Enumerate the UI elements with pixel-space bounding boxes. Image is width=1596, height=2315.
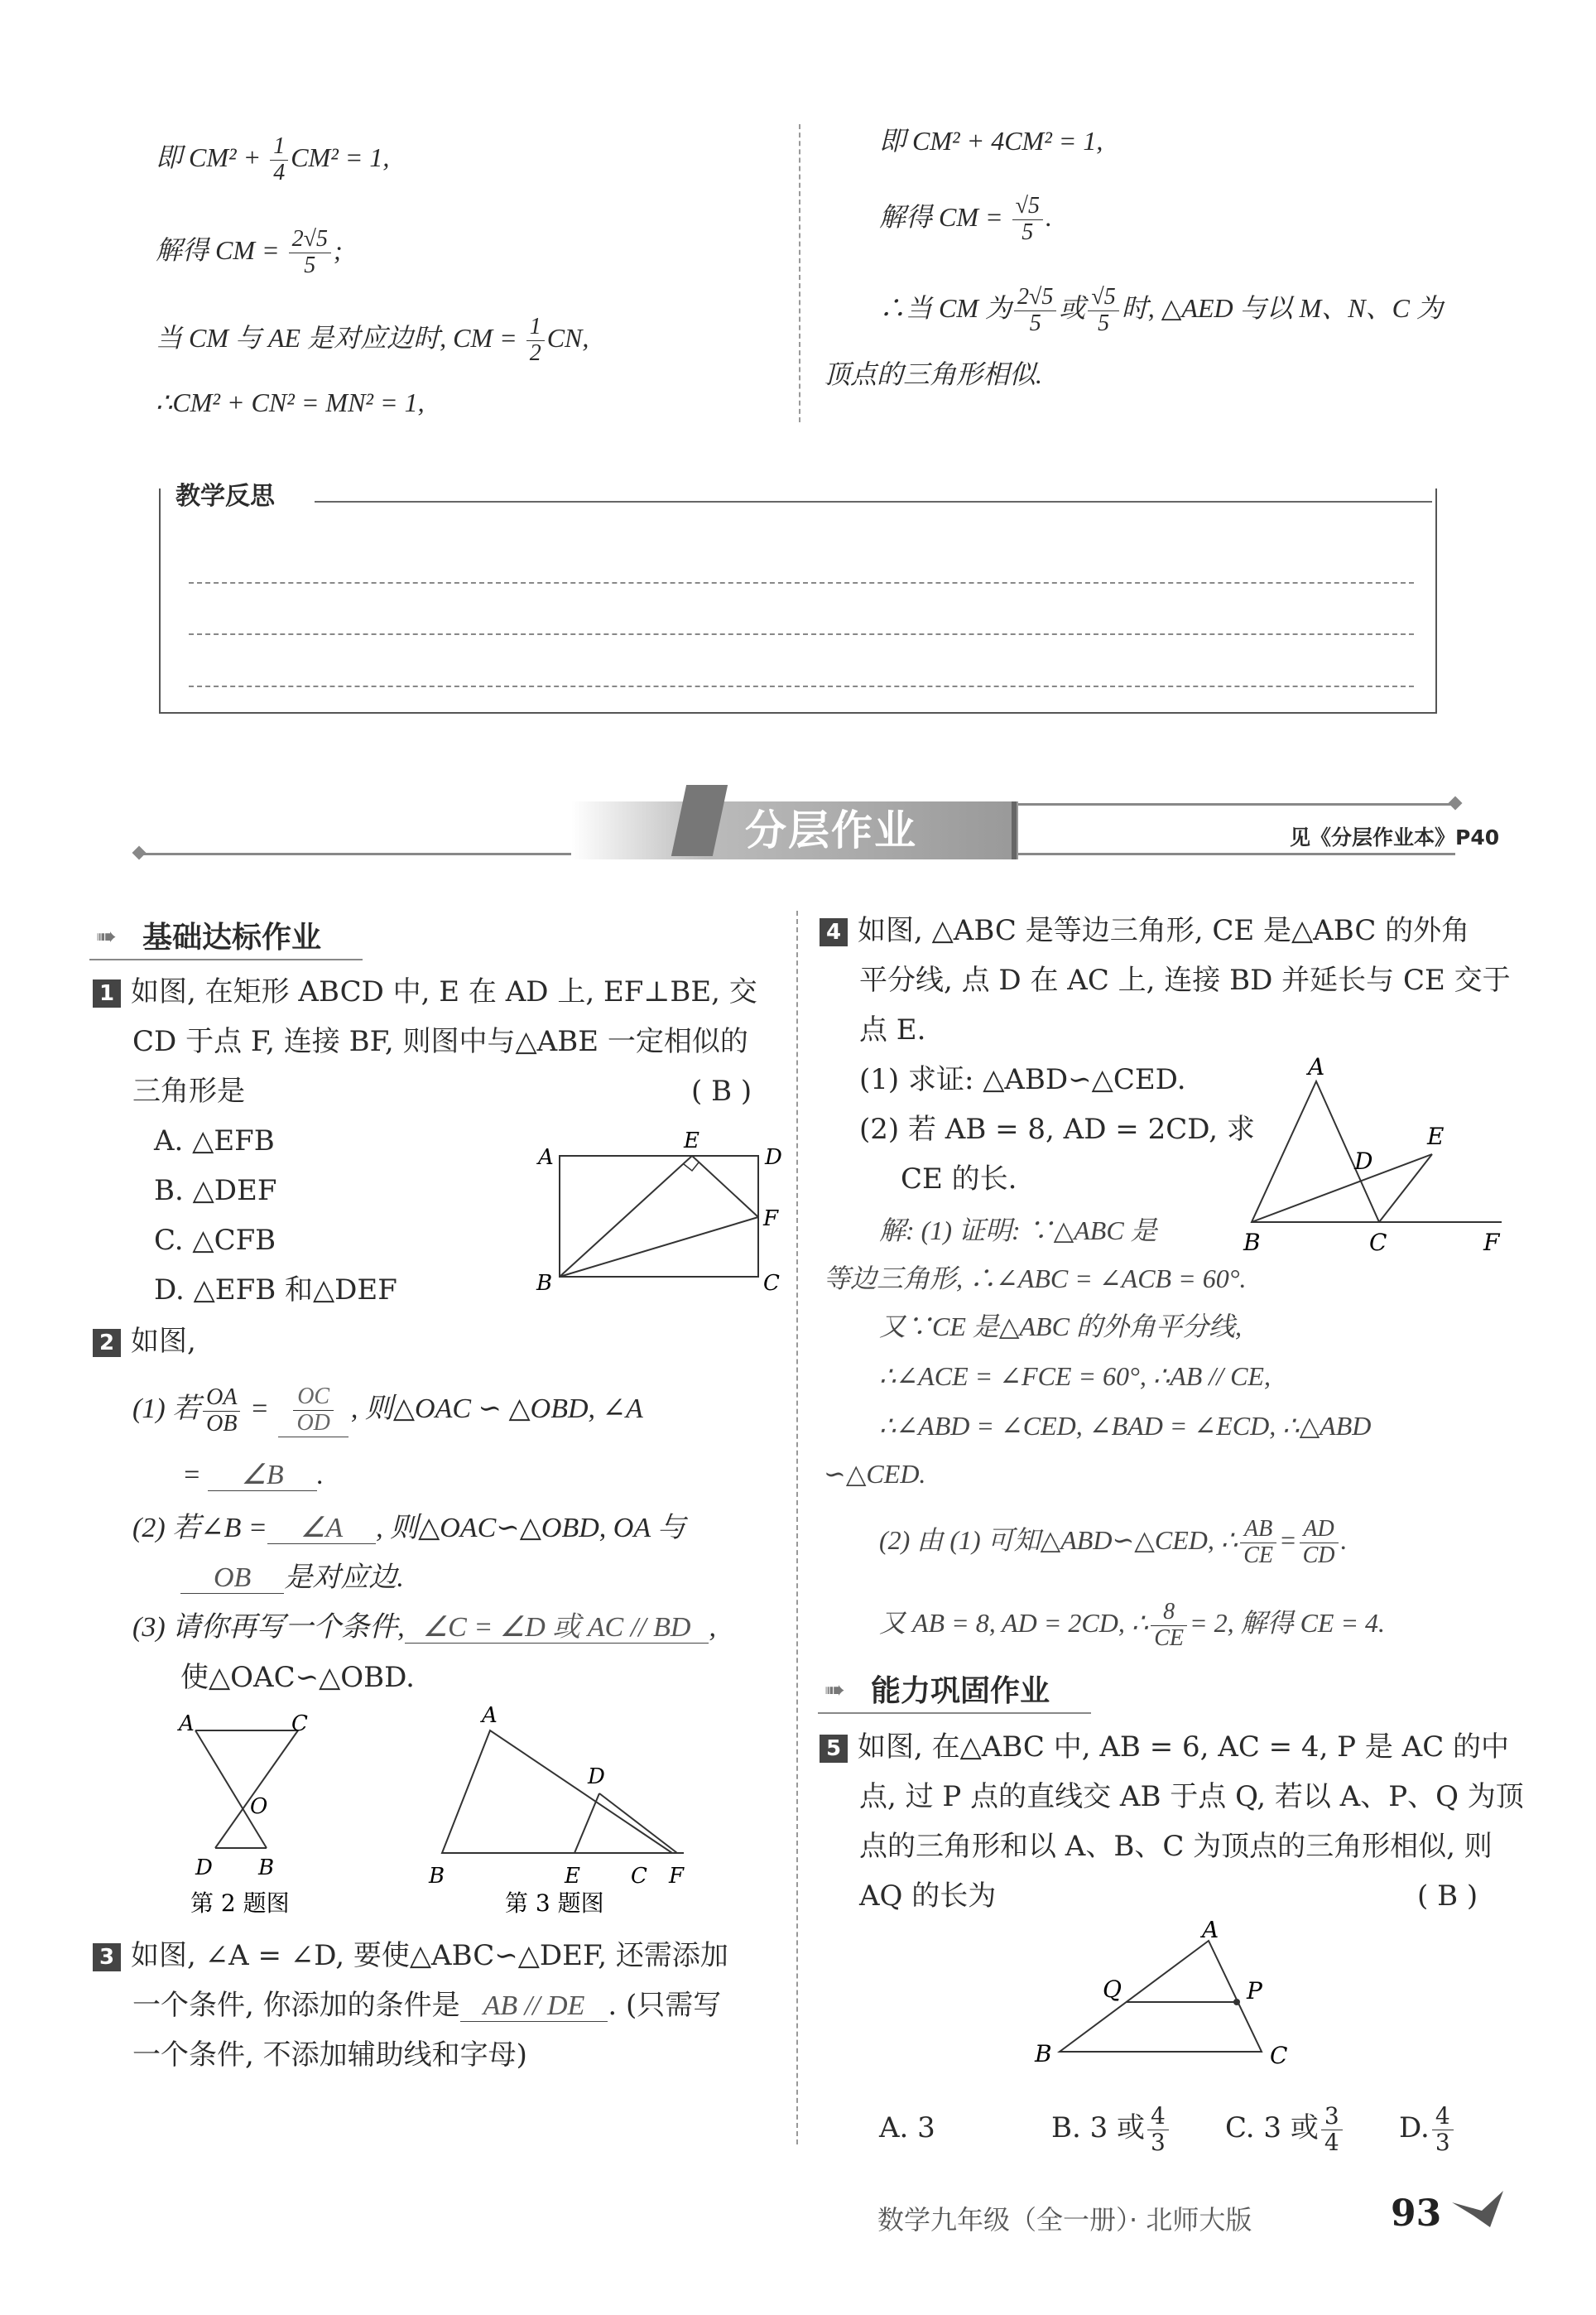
q1-label-c: C bbox=[763, 1271, 780, 1296]
q1-option-b[interactable]: B. △DEF bbox=[154, 1174, 277, 1207]
q3-label-b: B bbox=[429, 1864, 445, 1889]
q5-label-p: P bbox=[1247, 1977, 1262, 2005]
q3-figure bbox=[414, 1697, 712, 1921]
q2-label-o: O bbox=[250, 1794, 268, 1819]
q3-label-f: F bbox=[669, 1864, 685, 1889]
q5-line-1: 5 如图, 在△ABC 中, AB = 6, AC = 4, P 是 AC 的中 bbox=[820, 1722, 1509, 1772]
q1-label-b: B bbox=[536, 1271, 553, 1296]
reflection-rule bbox=[315, 501, 1432, 503]
q4-solution-6: ∽△CED. bbox=[824, 1459, 926, 1489]
q3-label-c: C bbox=[631, 1864, 647, 1889]
q4-solution-1: 解: (1) 证明: ∵△ABC 是 bbox=[879, 1215, 1157, 1245]
q2-label-b: B bbox=[258, 1855, 275, 1880]
q5-label-q: Q bbox=[1103, 1976, 1122, 2003]
q2-part-3b: 使△OAC∽△OBD. bbox=[180, 1661, 415, 1694]
q5-option-c[interactable]: C. 3 或 $\frac{3}{4}$ bbox=[1225, 2095, 1345, 2161]
q5-line-3: 点的三角形和以 A、B、C 为顶点的三角形相似, 则 bbox=[859, 1830, 1493, 1863]
q2-part-1: (1) 若 $\frac{OA}{OB}$ = $\frac{OC}{OD}$ , 则△OAC ∽ △OBD, ∠A bbox=[132, 1384, 643, 1437]
q5-number: 5 bbox=[820, 1735, 848, 1763]
page-number: 93 bbox=[1391, 2192, 1442, 2235]
q2-label-a: A bbox=[179, 1711, 195, 1736]
q4-line-2: 平分线, 点 D 在 AC 上, 连接 BD 并延长与 CE 交于 bbox=[859, 964, 1511, 997]
arrow-icon: ➠ bbox=[824, 1676, 846, 1705]
q2-caption: 第 2 题图 bbox=[190, 1889, 290, 1917]
q5-label-b: B bbox=[1035, 2040, 1052, 2067]
arrow-icon: ➠ bbox=[96, 922, 118, 951]
reflection-title: 教学反思 bbox=[162, 480, 288, 513]
q2-part-3: (3) 请你再写一个条件, ∠C = ∠D 或 AC // BD , bbox=[132, 1612, 716, 1643]
q4-label-a: A bbox=[1308, 1053, 1325, 1080]
q4-label-f: F bbox=[1483, 1229, 1500, 1256]
q4-label-d: D bbox=[1354, 1148, 1373, 1175]
reflection-box bbox=[159, 489, 1437, 714]
q4-part-2a: (2) 若 AB = 8, AD = 2CD, 求 bbox=[859, 1113, 1255, 1146]
q3-label-d: D bbox=[588, 1764, 605, 1789]
q3-number: 3 bbox=[93, 1943, 121, 1971]
q2-line-intro: 2 如图, bbox=[93, 1316, 196, 1366]
banner-end-bar bbox=[1012, 801, 1017, 859]
q1-label-a: A bbox=[538, 1145, 554, 1170]
q3-label-e: E bbox=[565, 1864, 580, 1889]
q4-solution-3: 又∵CE 是△ABC 的外角平分线, bbox=[879, 1312, 1242, 1341]
top-line-2: 解得 CM = $\frac{2√5}{5}$ ; bbox=[156, 226, 343, 279]
q4-figure bbox=[1233, 1052, 1515, 1267]
advanced-heading: 能力巩固作业 bbox=[871, 1674, 1050, 1708]
q1-line-2: CD 于点 F, 连接 BF, 则图中与△ABE 一定相似的 bbox=[132, 1025, 748, 1058]
q4-label-c: C bbox=[1369, 1229, 1387, 1256]
banner-reference[interactable]: 见《分层作业本》P40 bbox=[1290, 825, 1500, 849]
q5-option-a[interactable]: A. 3 bbox=[879, 2111, 935, 2144]
q4-label-e: E bbox=[1427, 1123, 1445, 1150]
reflection-line-2[interactable] bbox=[189, 633, 1414, 635]
reflection-line-3[interactable] bbox=[189, 686, 1414, 687]
q4-solution-7: (2) 由 (1) 可知△ABD∽△CED, ∴ $\frac{AB}{CE}$ = $\frac{AD}{CD}$ . bbox=[879, 1516, 1348, 1569]
q4-line-3: 点 E. bbox=[859, 1013, 926, 1047]
q1-option-c[interactable]: C. △CFB bbox=[154, 1224, 276, 1257]
banner-title: 分层作业 bbox=[745, 806, 917, 854]
top-line-1: 即 CM² + $\frac{1}{4}$ CM² = 1, bbox=[156, 133, 390, 186]
q5-figure bbox=[1018, 1921, 1316, 2078]
q1-label-e: E bbox=[684, 1129, 699, 1153]
column-divider-bottom bbox=[796, 911, 798, 2144]
q1-line-1: 1 如图, 在矩形 ABCD 中, E 在 AD 上, EF⊥BE, 交 bbox=[93, 967, 757, 1017]
q1-option-a[interactable]: A. △EFB bbox=[154, 1124, 275, 1158]
q4-solution-8: 又 AB = 8, AD = 2CD, ∴ $\frac{8}{CE}$ = 2, 解得 CE = 4. bbox=[879, 1599, 1386, 1652]
q1-answer: ( B ) bbox=[691, 1075, 752, 1108]
reflection-line-1[interactable] bbox=[189, 582, 1414, 584]
q5-option-b[interactable]: B. 3 或 $\frac{4}{3}$ bbox=[1051, 2095, 1171, 2161]
q4-label-b: B bbox=[1243, 1229, 1261, 1256]
q3-caption: 第 3 题图 bbox=[505, 1889, 604, 1917]
q4-part-1: (1) 求证: △ABD∽△CED. bbox=[859, 1063, 1186, 1096]
q2-figure bbox=[166, 1706, 339, 1921]
q5-line-4: AQ 的长为 bbox=[859, 1879, 997, 1913]
q5-line-2: 点, 过 P 点的直线交 AB 于点 Q, 若以 A、P、Q 为顶 bbox=[859, 1780, 1524, 1813]
q3-line-1: 3 如图, ∠A = ∠D, 要使△ABC∽△DEF, 还需添加 bbox=[93, 1931, 728, 1981]
q1-figure bbox=[530, 1126, 786, 1300]
top-line-3: 当 CM 与 AE 是对应边时, CM = $\frac{1}{2}$ CN, bbox=[156, 314, 589, 367]
q2-label-c: C bbox=[291, 1711, 308, 1736]
q5-label-a: A bbox=[1202, 1921, 1219, 1943]
q3-label-a: A bbox=[482, 1703, 498, 1728]
q4-line-1: 4 如图, △ABC 是等边三角形, CE 是△ABC 的外角 bbox=[820, 906, 1469, 955]
q4-solution-4: ∴∠ACE = ∠FCE = 60°, ∴AB // CE, bbox=[879, 1361, 1271, 1391]
q2-label-d: D bbox=[195, 1855, 213, 1880]
q4-solution-2: 等边三角形, ∴∠ABC = ∠ACB = 60°. bbox=[824, 1263, 1247, 1293]
q5-option-d[interactable]: D. $\frac{4}{3}$ bbox=[1399, 2095, 1456, 2161]
top-right-1: 即 CM² + 4CM² = 1, bbox=[879, 126, 1103, 156]
q4-solution-5: ∴∠ABD = ∠CED, ∠BAD = ∠ECD, ∴△ABD bbox=[879, 1411, 1372, 1441]
column-divider-top bbox=[799, 124, 800, 422]
q5-label-c: C bbox=[1270, 2042, 1288, 2069]
q4-number: 4 bbox=[820, 918, 848, 946]
q2-number: 2 bbox=[93, 1329, 121, 1357]
q2-part-2: (2) 若∠B = ∠A , 则△OAC∽△OBD, OA 与 bbox=[132, 1513, 685, 1543]
q1-label-f: F bbox=[763, 1206, 779, 1231]
q1-number: 1 bbox=[93, 979, 121, 1008]
top-right-4: 顶点的三角形相似. bbox=[824, 359, 1043, 389]
q4-part-2b: CE 的长. bbox=[901, 1162, 1017, 1196]
top-right-3: ∴当 CM 为 $\frac{2√5}{5}$ 或 $\frac{√5}{5}$ 时, △AED 与以 M、N、C 为 bbox=[879, 284, 1443, 337]
q3-line-2: 一个条件, 你添加的条件是 AB // DE . (只需写 bbox=[132, 1989, 722, 2022]
q1-option-d[interactable]: D. △EFB 和△DEF bbox=[154, 1273, 397, 1307]
basic-heading: 基础达标作业 bbox=[142, 921, 322, 955]
q3-line-3: 一个条件, 不添加辅助线和字母) bbox=[132, 2038, 527, 2072]
banner-diamond-left bbox=[132, 846, 147, 860]
q1-line-3: 三角形是 bbox=[132, 1075, 245, 1108]
top-right-2: 解得 CM = $\frac{√5}{5}$ . bbox=[879, 193, 1052, 246]
q2-part-2b: OB 是对应边. bbox=[180, 1553, 404, 1603]
crane-icon bbox=[1449, 2186, 1507, 2236]
q5-answer: ( B ) bbox=[1417, 1879, 1478, 1913]
footer-book-title: 数学九年级（全一册）· 北师大版 bbox=[877, 2204, 1252, 2236]
q1-label-d: D bbox=[765, 1145, 782, 1170]
q2-part-1b: = ∠B . bbox=[182, 1460, 324, 1490]
top-line-4: ∴CM² + CN² = MN² = 1, bbox=[156, 387, 425, 417]
